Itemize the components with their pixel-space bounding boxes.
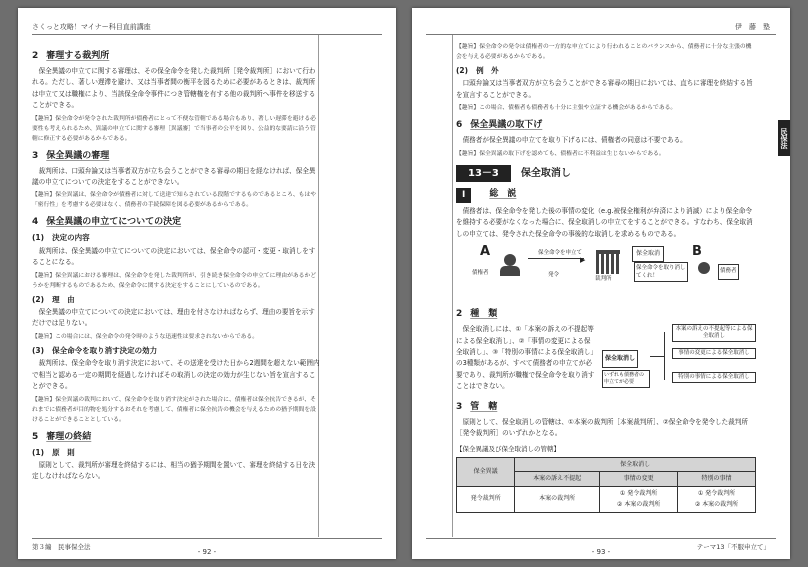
person-b-icon [698, 262, 710, 274]
section-6-note: 【趣旨】保全異議の取下げを認めても、債権者に不利益は生じないからである。 [456, 150, 665, 157]
table-title: 【保全異議及び保全取消しの管轄】 [456, 444, 560, 453]
cancel-bubble: 保全取消 [632, 246, 664, 261]
side-tab[interactable]: 民保法 [778, 120, 790, 156]
person-icon [504, 254, 516, 266]
top-note: 【趣旨】保全命令の発令は債権者の一方的な申立てにより行われることのバランスから、債務者に十分な主張の機会を与える必要があるからである。 [456, 44, 752, 60]
sub-4-3-note: 【趣旨】保全異議の裁判において、保全命令を取り消す決定がされた場合に、債権者は保全抗告できるが、それまでに債務者が目的物を処分するおそれを考慮して、債権者に保全抗告の機会を与えるための猶予期間を設けることができることとしている。 [32, 396, 316, 423]
r-section-1-text: 債務者は、保全命令を発した後の事情の変化（e.g.被保全権利が弁済により消滅）により保全命令を維持する必要がなくなった場合に、保全取消しの申立てをすることができる。すなわち、保全取消しの申立ては、発令された保全命令の事後的な取消しを求めるものである。 [456, 207, 753, 238]
section-4-heading: 4 保全異議の申立てについての決定 [32, 217, 182, 228]
left-page-number: - 92 - [197, 548, 217, 556]
right-page [412, 8, 790, 559]
left-header: さくっと攻略！マイナー科目直前講座 [32, 23, 151, 31]
section-2-heading: 2 審理する裁判所 [32, 51, 110, 61]
sub-exception: (2) 例 外 [456, 66, 499, 75]
right-page-number: - 93 - [591, 548, 611, 556]
types-diagram [600, 324, 756, 394]
cell-sub2: ① 発令裁判所 ② 本案の裁判所 [600, 486, 678, 512]
type-2: 事情の変更による保全取消し [672, 348, 756, 359]
sub-4-1-text: 裁判所は、保全異議の申立てについての決定においては、保全命令の認可・変更・取消しをすることになる。 [32, 246, 316, 267]
r-section-2-text: 保全取消しには、①「本案の訴えの不提起等による保全取消し」、②「事情の変更による保全取消し」、③「特別の事情による保全取消し」の3種類があるが、すべて債務者の申立てが必要であり、裁判所が職権で保全命令を取り消すことはできない。 [456, 325, 595, 391]
chapter-heading: 13－3 保全取消し [456, 165, 756, 182]
types-note: いずれも債務者の申立てが必要 [602, 370, 650, 388]
party-a-role: 債権者 [472, 270, 489, 277]
cell-objection: 発令裁判所 [457, 486, 515, 512]
th-sub1: 本案の訴え不提起 [515, 472, 600, 486]
person-body-icon [500, 266, 520, 276]
type-1: 本案の訴えの不提起等による保全取消し [672, 324, 756, 342]
sub-4-2-note: 【趣旨】この場合には、保全命令の発令時のような迅速性は要求されないからである。 [32, 333, 259, 340]
arrow-line [528, 258, 584, 259]
type-3: 特別の事情による保全取消し [672, 372, 756, 383]
left-page [18, 8, 396, 559]
sub-4-2-text: 保全異議の申立てについての決定においては、理由を付さなければならず、理由の要旨を示すだけでは足りない。 [32, 308, 315, 328]
court-label: 裁判所 [595, 276, 612, 283]
exception-note: 【趣旨】この場合、債権者も債務者も十分に主張や立証する機会があるからである。 [456, 105, 677, 112]
court-icon [596, 250, 620, 274]
th-cancel: 保全取消し [515, 457, 756, 471]
sub-5-1-text: 原則として、裁判所が審理を終結するには、相当の猶予期間を置いて、審理を終結する日を決定しなければならない。 [32, 460, 316, 481]
party-a-label: A [480, 244, 491, 260]
exception-text: 口頭弁論又は当事者双方が立ち会うことができる審尋の期日においては、直ちに審理を終結する旨を宣言することができる。 [456, 79, 753, 99]
apply-label: 保全命令を申立て [538, 250, 583, 257]
jurisdiction-table [456, 457, 756, 513]
arrow-right-icon: ▶ [580, 256, 586, 265]
sub-4-3-text: 裁判所は、保全命令を取り消す決定において、その送達を受けた日から2週間を超えない範囲内で相当と認める一定の期間を経過しなければその取消しの決定の効力が生じない旨を宣言することができる。 [32, 359, 320, 391]
section-5-heading: 5 審理の終結 [32, 431, 92, 442]
sub-4-3: (3) 保全命令を取り消す決定の効力 [32, 345, 158, 355]
r-section-2-heading: 2 種 類 [456, 309, 498, 320]
right-footer: テーマ13「不服申立て」 [696, 543, 770, 551]
section-2-note: 【趣旨】保全命令が発令された裁判所が債務者にとって不便な管轄である場合もあり、著しい遅滞を避ける必要性も考えられるため、異議の申立てに関する審理［異議審］で当事者の公平を図り、公益的な要請に沿う管轄に修正する必要があるからである。 [32, 115, 316, 142]
speech-bubble: 保全命令を取り消してくれ！ [634, 262, 688, 282]
party-b-label: B [692, 244, 702, 260]
sub-4-1: (1) 決定の内容 [32, 233, 90, 243]
party-b-role: 債務者 [718, 264, 739, 279]
sub-4-2: (2) 理 由 [32, 294, 75, 304]
section-6-text: 債務者が保全異議の申立てを取り下げるには、債権者の同意は不要である。 [462, 136, 687, 145]
section-3-note: 【趣旨】保全異議は、保全命令が債務者に対して送達で知らされている段階でするものであるところ、もはや「密行性」を考慮する必要はなく、債務者の手続保障を図る必要があるからである。 [32, 192, 317, 209]
th-sub3: 特別の事情 [678, 472, 756, 486]
section-2-text: 保全異議の申立てに関する審理は、その保全命令を発した裁判所［発令裁判所］において行われる。ただし、著しい遅滞を避け、又は当事者間の衡平を図るために必要があるときは、裁判所は申立て又は職権により、当該保全命令事件につき管轄権を有する他の裁判所へ事件を移送することができる。 [32, 67, 316, 110]
cancel-diagram [456, 244, 756, 302]
left-footer: 第３編 民事保全法 [32, 543, 91, 551]
th-objection: 保全異議 [457, 457, 515, 486]
section-3-text: 裁判所は、口頭弁論又は当事者双方が立ち会うことができる審尋の期日を経なければ、保全異議の申立てについての決定をすることができない。 [32, 166, 316, 187]
r-section-3-heading: 3 管 轄 [456, 401, 498, 412]
sub-4-1-note: 【趣旨】保全異議における審理は、保全命令を発した裁判所が、引き続き保全命令の申立てに理由があるかどうかを判断するものであるため、保全命令に関する決定をすることにしているのである。 [32, 272, 317, 289]
section-3-heading: 3 保全異議の審理 [32, 150, 110, 161]
types-center: 保全取消し [602, 350, 638, 367]
r-section-3-text: 原則として、保全取消しの管轄は、①本案の裁判所［本案裁判所］、②保全命令を発令した裁判所［発令裁判所］のいずれかとなる。 [456, 417, 748, 438]
cell-sub1: 本案の裁判所 [515, 486, 600, 512]
sub-5-1: (1) 原 則 [32, 447, 75, 457]
right-header: 伊 藤 塾 [735, 23, 770, 31]
r-section-1-heading: Ⅰ 総 説 [456, 188, 756, 203]
section-6-heading: 6 保全異議の取下げ [456, 120, 543, 131]
th-sub2: 事情の変更 [600, 472, 678, 486]
cell-sub3: ① 発令裁判所 ② 本案の裁判所 [678, 486, 756, 512]
issue-label: 発令 [548, 272, 560, 279]
